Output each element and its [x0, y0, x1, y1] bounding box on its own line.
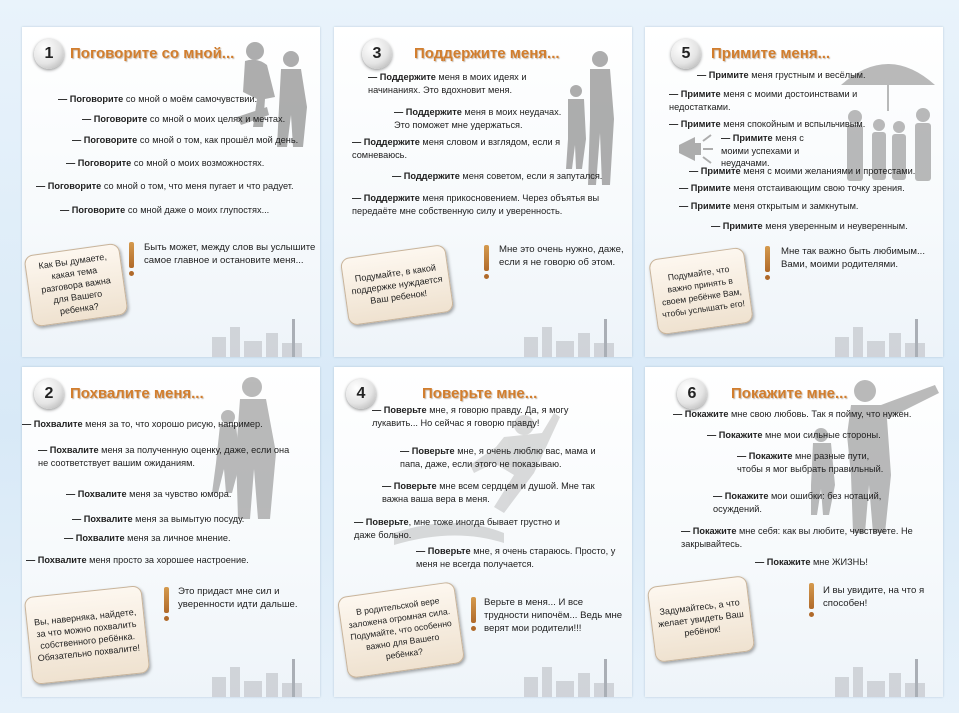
- list-item: — Примите меня открытым и замкнутым.: [679, 201, 859, 211]
- city-sketch-icon: [815, 313, 943, 357]
- city-sketch-icon: [815, 653, 943, 697]
- card-number: 5: [671, 39, 701, 69]
- list-item: — Поддержите меня советом, если я запутался.: [392, 171, 603, 181]
- exclamation-icon: [484, 245, 489, 271]
- list-item: — Поговорите со мной о моих целях и мечтах.: [82, 114, 286, 124]
- card-praise: [22, 367, 320, 697]
- city-sketch-icon: [192, 653, 320, 697]
- card-talk: [22, 27, 320, 357]
- card-accept: [645, 27, 943, 357]
- remark-text: Мне это очень нужно, даже, если я не говорю об этом.: [499, 244, 624, 268]
- note-box: Вы, наверняка, найдете, за что можно похвалить собственного ребёнка. Обязательно похвалите!: [24, 585, 151, 685]
- exclamation-icon: [471, 597, 476, 623]
- note-box: Подумайте, в какой поддержке нуждается Ваш ребенок!: [340, 244, 454, 326]
- list-item: — Поговорите со мной о том, как прошёл мой день.: [72, 135, 299, 145]
- list-item: — Похвалите меня за личное мнение.: [64, 533, 231, 543]
- city-sketch-icon: [504, 653, 632, 697]
- list-item: — Поддержите меня прикосновением. Через объятья вы передаёте мне собственную силу и уверенность.: [352, 193, 600, 216]
- note-box: В родительской вере заложена огромная сила. Подумайте, что особенно важно для Вашего ребёнка?: [337, 581, 465, 679]
- list-item: — Похвалите меня за чувство юмора.: [66, 489, 232, 499]
- card-number: 6: [677, 379, 707, 409]
- list-item: — Покажите мне свою любовь. Так я пойму, что нужен.: [673, 409, 912, 419]
- card-support: [334, 27, 632, 357]
- list-item: — Примите меня грустным и весёлым.: [697, 70, 866, 80]
- remark-text: Быть может, между слов вы услышите самое главное и остановите меня...: [144, 242, 316, 266]
- card-number: 3: [362, 39, 392, 69]
- list-item: — Покажите мои ошибки: без нотаций, осуждений.: [713, 491, 882, 514]
- card-title: Примите меня...: [711, 45, 831, 62]
- note-box: Подумайте, что важно принять в своем ребёнке Вам, чтобы услышать его!: [648, 247, 754, 336]
- list-item: — Примите меня с моими достоинствами и недостатками.: [669, 89, 858, 112]
- card-title: Поговорите со мной...: [70, 45, 235, 62]
- list-item: — Примите меня с моими успехами и неудачами.: [721, 133, 804, 168]
- list-item: — Покажите мне ЖИЗНЬ!: [755, 557, 868, 567]
- list-item: — Покажите мне мои сильные стороны.: [707, 430, 881, 440]
- card-show: [645, 367, 943, 697]
- exclamation-icon: [129, 242, 134, 268]
- list-item: — Поддержите меня в моих идеях и начинаниях. Это вдохновит меня.: [368, 72, 527, 95]
- card-title: Покажите мне...: [731, 385, 848, 402]
- remark-text: Это придаст мне сил и уверенности идти дальше.: [178, 586, 298, 610]
- remark-text: Верьте в меня... И все трудности нипочём... Ведь мне верят мои родители!!!: [484, 597, 623, 634]
- list-item: — Примите меня отстаивающим свою точку зрения.: [679, 183, 905, 193]
- list-item: — Примите меня с моими желаниями и протестами.: [689, 166, 916, 176]
- list-item: — Примите меня спокойным и вспыльчивым.: [669, 119, 866, 129]
- remark-text: И вы увидите, на что я способен!: [823, 585, 925, 609]
- list-item: — Поддержите меня в моих неудачах. Это поможет мне удержаться.: [394, 107, 562, 130]
- list-item: — Поверьте мне всем сердцем и душой. Мне так важна ваша вера в меня.: [382, 481, 595, 504]
- card-title: Поверьте мне...: [422, 385, 538, 402]
- exclamation-icon: [765, 246, 770, 272]
- list-item: — Поверьте мне, я говорю правду. Да, я могу лукавить... Но сейчас я говорю правду!: [372, 405, 569, 428]
- list-item: — Поговорите со мной о моём самочувствии.: [58, 94, 258, 104]
- list-item: — Примите меня уверенным и неуверенным.: [711, 221, 908, 231]
- list-item: — Поверьте, мне тоже иногда бывает грустно и даже больно.: [354, 517, 560, 540]
- city-sketch-icon: [192, 313, 320, 357]
- card-title: Похвалите меня...: [70, 385, 204, 402]
- list-item: — Поговорите со мной даже о моих глупостях...: [60, 205, 270, 215]
- list-item: — Поверьте мне, я очень люблю вас, мама и папа, даже, если этого не показываю.: [400, 446, 596, 469]
- list-item: — Похвалите меня за то, что хорошо рисую, например.: [22, 419, 263, 429]
- list-item: — Похвалите меня за вымытую посуду.: [72, 514, 245, 524]
- list-item: — Поговорите со мной о моих возможностях.: [66, 158, 265, 168]
- list-item: — Покажите мне себя: как вы любите, чувствуете. Не закрывайтесь.: [681, 526, 913, 549]
- exclamation-icon: [164, 587, 169, 613]
- list-item: — Покажите мне разные пути, чтобы я мог выбрать правильный.: [737, 451, 884, 474]
- card-believe: [334, 367, 632, 697]
- list-item: — Похвалите меня за полученную оценку, даже, если она не соответствует вашим ожиданиям.: [38, 445, 290, 468]
- card-number: 2: [34, 379, 64, 409]
- card-number: 4: [346, 379, 376, 409]
- list-item: — Поверьте мне, я очень стараюсь. Просто, у меня не всегда получается.: [416, 546, 616, 569]
- remark-text: Мне так важно быть любимым... Вами, моими родителями.: [781, 246, 925, 270]
- megaphone-icon: [675, 131, 715, 167]
- list-item: — Поддержите меня словом и взглядом, если я сомневаюсь.: [352, 137, 561, 160]
- note-box: Как Вы думаете, какая тема разговора важна для Вашего ребенка?: [23, 243, 128, 328]
- city-sketch-icon: [504, 313, 632, 357]
- list-item: — Поговорите со мной о том, что меня пугает и что радует.: [36, 181, 294, 191]
- list-item: — Похвалите меня просто за хорошее настроение.: [26, 555, 249, 565]
- card-title: Поддержите меня...: [414, 45, 560, 62]
- note-box: Задумайтесь, а что желает увидеть Ваш ребёнок!: [647, 575, 756, 663]
- card-number: 1: [34, 39, 64, 69]
- exclamation-icon: [809, 583, 814, 609]
